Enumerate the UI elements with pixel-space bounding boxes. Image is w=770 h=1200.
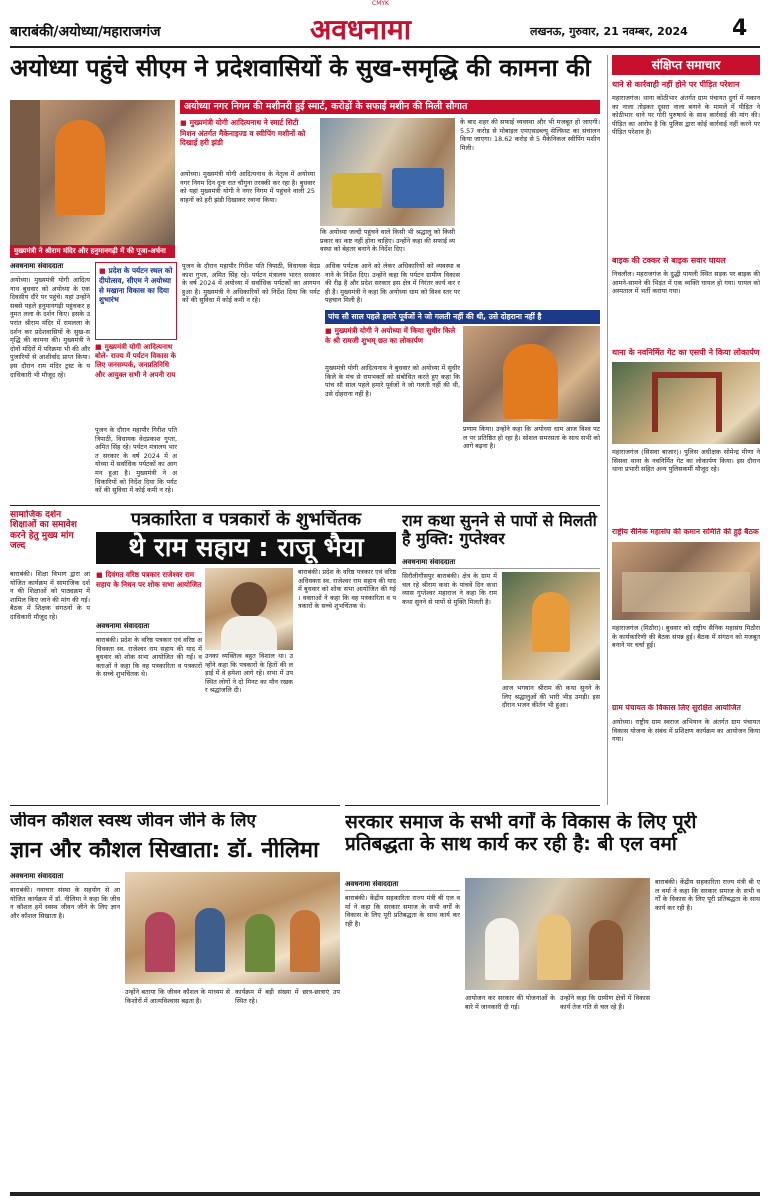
- brief-1-body: महाराजगंज। थाना कोठीभार अंतर्गत ग्राम पंचायत दुर्गा में मकान का नाला तोड़कर दूसरा नाला बनाने के मामले में पीड़ित ने कोठीभार थाने पर गोरी पुरुषार्थ के साथ कार्रवाई की मांग की। पीड़ित का आरोप है कि पुलिस द्वारा कोई कार्रवाई नहीं करने पर पीड़ित परेशान है।: [612, 94, 760, 137]
- sarkar-headline: सरकार समाज के सभी वर्गों के विकास के लिए पूरी प्रतिबद्धता के साथ कार्य कर रही है: बी एल वर्मा: [345, 812, 697, 855]
- audience-figure-2: [195, 908, 225, 972]
- neelima-body: बाराबंकी। नवाचार संस्था के सहयोग से आयोजित कार्यक्रम में डॉ. नीलिमा ने कहा कि जीवन कौशल हमें स्वस्थ जीवन जीने के लिए ज्ञान और कौशल सिखाता है।: [10, 886, 120, 920]
- divider: [10, 805, 340, 806]
- bottom-rule: [10, 1192, 760, 1196]
- bullet-icon: [96, 570, 106, 579]
- portrait-head: [231, 582, 267, 618]
- sarkar-body-2: आयोजन कर सरकार की योजनाओं के बारे में जानकारी दी गई।: [465, 994, 555, 1011]
- portrait-body: [221, 616, 277, 650]
- top-strip: [0, 0, 770, 6]
- dignitary-figure-2: [537, 914, 571, 980]
- newspaper-logo: अवधनामा: [310, 13, 411, 46]
- nagar-nigam-body: अयोध्या। मुख्यमंत्री योगी आदित्यनाथ के नेतृत्व में अयोध्या नगर निगम दिन दूना रात चौगुना तरक्की कर रहा है। बुधवार को यहां मुख्यमंत्री योगी ने नगर निगम में पहुंचने वाली 25 वाहनों को हरी झंडी दिखाकर रवाना किया।: [180, 170, 315, 204]
- audience-figure-4: [290, 910, 320, 972]
- ram-katha-byline: अवधनामा संवाददाता: [402, 558, 600, 572]
- neelima-photo: [125, 872, 340, 984]
- brief-4-photo: [612, 542, 760, 620]
- brief-4-headline: राष्ट्रीय सैनिक महासंघ की कमान समिति की हुई बैठक: [612, 528, 759, 536]
- page-number: 4: [732, 16, 748, 41]
- journalism-photo: [205, 568, 293, 650]
- temple-pillar: [10, 100, 40, 245]
- audience-figure-3: [245, 914, 275, 972]
- divider: [10, 505, 600, 506]
- yogi-deck: ■ मुख्यमंत्री योगी ने अयोध्या में किया सुधीर किले के श्री रामजी शुभम् छत का लोकार्पण: [325, 326, 460, 362]
- cmyk-tag: CMYK: [372, 0, 389, 7]
- bullet-icon: [325, 326, 335, 335]
- sarkar-photo: [465, 878, 650, 990]
- lead-photo-caption: मुख्यमंत्री ने श्रीराम मंदिर और हनुमानगढ़ी में की पूजा-अर्चना: [10, 245, 175, 258]
- lead-body: अयोध्या। मुख्यमंत्री योगी आदित्यनाथ बुधवार को अयोध्या के एक दिवसीय दौरे पर पहुंचे। यहां उन्होंने सबसे पहले हनुमानगढ़ी पहुंचकर हनुमत लला के दर्शन किए। इसके उपरांत श्रीराम मंदिर में रामलला के दर्शन कर प्रदेशवासियों के सुख-समृद्धि की कामना की। मुख्यमंत्री ने दोनों मंदिरों में परिक्रमा भी की और पुजारियों से आशीर्वाद प्राप्त किया। इस दौरान राम मंदिर ट्रस्ट के पदाधिकारी भी मौजूद रहे।: [10, 276, 90, 379]
- samajik-body: बाराबंकी। शिक्षा विभाग द्वारा आयोजित कार्यक्रम में सामाजिक दर्शन की शिक्षाओं को पाठ्यक्रम में शामिल किए जाने की मांग की गई। बैठक में शिक्षक संगठनों के पदाधिकारी मौजूद रहे।: [10, 570, 90, 621]
- speaker-figure: [503, 344, 558, 419]
- divider: [345, 805, 600, 806]
- neelima-headline: ज्ञान और कौशल सिखाता: डॉ. नीलिमा: [10, 838, 319, 863]
- ram-katha-body-2: आज भगवान श्रीराम की कथा सुनने के लिए श्रद्धालुओं की भारी भीड़ उमड़ी। इस दौरान भजन कीर्तन भी हुआ।: [502, 684, 600, 710]
- nagar-nigam-deck: ■ मुख्यमंत्री योगी आदित्यनाथ ने स्मार्ट सिटी मिशन अंतर्गत मैकेनाइज्ड व स्वीपिंग मशीनों को दिखाई हरी झंडी: [180, 118, 315, 168]
- bullet-icon: [180, 118, 190, 127]
- brief-3-photo: [612, 362, 760, 444]
- journalism-byline: अवधनामा संवाददाता: [96, 622, 202, 636]
- journalism-deck: ■ दिवंगत वरिष्ठ पत्रकार राजेश्वर राम सहाय के निधन पर शोक सभा आयोजित: [96, 570, 202, 620]
- dignitary-figure-3: [589, 920, 623, 980]
- brief-5-headline: ग्राम पंचायत के विकास लिए सुरक्षित आयोजित: [612, 704, 741, 712]
- lead-subpoint-2: ■ मुख्यमंत्री योगी आदित्यनाथ बोले- राज्य में पर्यटन विकास के लिए जनसम्पर्क, जनप्रतिनिधि और आयुक्त सभी ने अपनी राय: [95, 343, 177, 423]
- bullet-icon: [95, 343, 105, 351]
- person-figure: [55, 120, 105, 215]
- masthead: [10, 10, 760, 48]
- brief-4-body: महाराजगंज (मिठौरा)। बुधवार को राष्ट्रीय सैनिक महासंघ मिठौरा के कार्यकारिणी की बैठक संपन्न हुई। बैठक में संगठन को मजबूत बनाने पर चर्चा हुई।: [612, 624, 760, 650]
- yogi-body-2: प्रणाम किया। उन्होंने कहा कि अयोध्या धाम आज विश्व पटल पर प्रतिष्ठित हो रहा है। सोशल समरसता के साथ सभी को आगे बढ़ना है।: [463, 425, 600, 451]
- brief-news-header: संक्षिप्त समाचार: [612, 55, 760, 75]
- neelima-body-2: उन्होंने बताया कि जीवन कौशल के माध्यम से किशोरों में आत्मविश्वास बढ़ता है।: [125, 988, 230, 1005]
- journalism-body-2: उनका व्यक्तित्व बहुत विशाल था। उन्होंने कहा कि पत्रकारों के हितों की लड़ाई में वे हमेशा आगे रहे। सभा में उपस्थित लोगों ने दो मिनट का मौन रखकर श्रद्धांजलि दी।: [205, 652, 293, 695]
- lead-byline: अवधनामा संवाददाता: [10, 262, 90, 276]
- gate-shape: [652, 372, 722, 432]
- group-shape: [622, 572, 750, 612]
- neelima-kicker: जीवन कौशल स्वस्थ जीवन जीने के लिए: [10, 812, 256, 831]
- ram-katha-body: सिरौलीगौसपुर बाराबंकी। क्षेत्र के ग्राम में चल रहे श्रीराम कथा के पांचवें दिन कथा व्यास गुप्तेश्वर महाराज ने कहा कि राम कथा सुनने से पापों से मुक्ति मिलती है।: [402, 572, 497, 606]
- ram-katha-headline: राम कथा सुनने से पापों से मिलती है मुक्ति: गुप्तेश्वर: [402, 512, 597, 549]
- journalism-body-3: बाराबंकी। प्रदेश के वरिष्ठ पत्रकार एवं वरिष्ठ अधिवक्ता स्व. राजेश्वर राम सहाय की याद में बुधवार को शोक सभा आयोजित की गई। वक्ताओं ने कहा कि वह पत्रकारिता व पत्रकारों के सच्चे शुभचिंतक थे।: [298, 568, 396, 611]
- lead-col4-text: अधिक पर्यटक आने को लेकर अधिकारियों को व्यवस्था बनाने के निर्देश दिए। उन्होंने कहा कि पर्यटन ग्रामीण विकास की रीढ़ है और प्रदेश सरकार इस क्षेत्र में निरंतर कार्य कर रही है। मुख्यमंत्री ने कहा कि अयोध्या धाम को विश्व स्तर पर पहचान मिली है।: [325, 262, 460, 305]
- sarkar-byline: अवधनामा संवाददाता: [345, 880, 460, 894]
- yogi-photo: [463, 326, 600, 422]
- brief-1-headline: थाने से कार्रवाही नहीं होने पर पीड़ित परेशान: [612, 80, 740, 89]
- vehicle-shape-2: [392, 168, 444, 208]
- brief-2-body: निचलौल। महराजगंज के दुद्धी पायली स्थित सड़क पर बाइक की आमने-सामने की भिड़ंत में एक व्यक्ति घायल हो गया। घायल को अस्पताल में भर्ती कराया गया।: [612, 270, 760, 296]
- yogi-body: मुख्यमंत्री योगी आदित्यनाथ ने बुधवार को अयोध्या में सुधीर किले के मंच से रामभक्तों को संबोधित करते हुए कहा कि पांच सौ साल पहले हमारे पूर्वजों ने जो गलती नहीं की थी, उसे दोहराना नहीं है।: [325, 364, 460, 398]
- audience-figure: [145, 912, 175, 972]
- brief-2-headline: बाइक की टक्कर से बाइक सवार घायल: [612, 256, 726, 265]
- issue-date: लखनऊ, गुरुवार, 21 नवम्बर, 2024: [530, 25, 688, 38]
- lead-col2-text: पूजन के दौरान महापौर गिरीश पति त्रिपाठी, विधायक वेदप्रकाश गुप्ता, अमित सिंह रहे। पर्यटन मंत्रालय भारत सरकार के वर्ष 2024 में अयोध्या में सर्वाधिक पर्यटकों का आगमन हुआ है। मुख्यमंत्री ने अधिकारियों को निर्देश दिया कि पर्यटकों की सुविधा में कोई कमी न रहे।: [95, 426, 177, 495]
- edition-name: बाराबंकी/अयोध्या/महाराजगंज: [10, 24, 161, 40]
- journalism-body: बाराबंकी। प्रदेश के वरिष्ठ पत्रकार एवं वरिष्ठ अधिवक्ता स्व. राजेश्वर राम सहाय की याद में बुधवार को शोक सभा आयोजित की गई। वक्ताओं ने कहा कि वह पत्रकारिता व पत्रकारों के सच्चे शुभचिंतक थे।: [96, 636, 202, 679]
- neelima-byline: अवधनामा संवाददाता: [10, 872, 120, 886]
- samajik-headline: सामाजिक दर्शन शिक्षाओं का समावेश करने हेतु मुख्य मांग जल्द: [10, 510, 77, 552]
- brief-3-body: महाराजगंज (सिसवा बाजार)। पुलिस अधीक्षक सोमेन्द्र मीणा ने सिसवा थाना के नवनिर्मित गेट का लोकार्पण किया। इस दौरान थाना प्रभारी सहित अन्य पुलिसकर्मी मौजूद रहे।: [612, 448, 760, 474]
- ram-katha-photo: [502, 572, 600, 680]
- sarkar-body-4: बाराबंकी। केंद्रीय सहकारिता राज्य मंत्री बी एल वर्मा ने कहा कि सरकार समाज के सभी वर्गों के विकास के लिए पूरी प्रतिबद्धता के साथ कार्य कर रही है।: [655, 878, 760, 912]
- nagar-nigam-body-2: कि अयोध्या जल्दी पहुंचने वाले किसी भी श्रद्धालु को किसी प्रकार का कष्ट नहीं होना चाहिए। उन्होंने कहा की सफाई व्यवस्था को बेहतर बनाने के निर्देश दिए।: [320, 228, 455, 254]
- dignitary-figure: [485, 918, 519, 980]
- lead-subpoint-1: ■ प्रदेश के पर्यटन स्थल को दीपोत्सव, सीएम ने अयोध्या से मखाना विकास का दिया शुभारंभ: [95, 262, 177, 340]
- lead-photo: [10, 100, 175, 245]
- sarkar-body-3: उन्होंने कहा कि ग्रामीण क्षेत्रों में विकास कार्य तेज गति से चल रहे हैं।: [560, 994, 650, 1011]
- katha-vyas-figure: [532, 592, 570, 652]
- lead-col3-text: पूजन के दौरान महापौर गिरीश पति त्रिपाठी, विधायक वेदप्रकाश गुप्ता, अमित सिंह रहे। पर्यटन मंत्रालय भारत सरकार के वर्ष 2024 में अयोध्या में सर्वाधिक पर्यटकों का आगमन हुआ है। मुख्यमंत्री ने अधिकारियों को निर्देश दिया कि पर्यटकों की सुविधा में कोई कमी न रहे।: [182, 262, 320, 305]
- neelima-body-3: कार्यक्रम में बड़ी संख्या में छात्र-छात्राएं उपस्थित रहे।: [235, 988, 340, 1005]
- bullet-icon: [99, 266, 109, 275]
- nagar-nigam-banner: अयोध्या नगर निगम की मशीनरी हुई स्मार्ट, करोड़ों के सफाई मशीन की मिली सौगात: [180, 100, 600, 114]
- lead-headline: अयोध्या पहुंचे सीएम ने प्रदेशवासियों के सुख-समृद्धि की कामना की: [10, 55, 591, 82]
- nagar-nigam-body-3: के बाद शहर की सफाई व्यवस्था और भी मजबूत हो जाएगी। 5.57 करोड़ से मोबाइल एमएसडब्ल्यू सेल्फ़िस्ट का संचालन किया जाएगा। 18.62 करोड़ से 5 मैकेनिकल स्वीपिंग मशीन मिली।: [460, 118, 600, 152]
- journalism-headline: थे राम सहाय : राजू भैया: [96, 532, 396, 564]
- yogi-banner: पांच सौ साल पहले हमारे पूर्वजों ने जो गलती नहीं की थी, उसे दोहराना नहीं है: [325, 310, 600, 324]
- vehicle-shape: [332, 173, 382, 208]
- journalism-kicker: पत्रकारिता व पत्रकारों के शुभचिंतक: [130, 510, 362, 530]
- nagar-nigam-photo: [320, 118, 455, 226]
- brief-5-body: अयोध्या। राष्ट्रीय ग्राम स्वराज अभियान के अंतर्गत ग्राम पंचायत विकास योजना के संबंध में प्रशिक्षण कार्यक्रम का आयोजन किया गया।: [612, 718, 760, 744]
- sarkar-body: बाराबंकी। केंद्रीय सहकारिता राज्य मंत्री बी एल वर्मा ने कहा कि सरकार समाज के सभी वर्गों के विकास के लिए पूरी प्रतिबद्धता के साथ कार्य कर रही है।: [345, 894, 460, 928]
- brief-3-headline: थाना के नवनिर्मित गेट का एसपी ने किया लोकार्पण: [612, 348, 760, 357]
